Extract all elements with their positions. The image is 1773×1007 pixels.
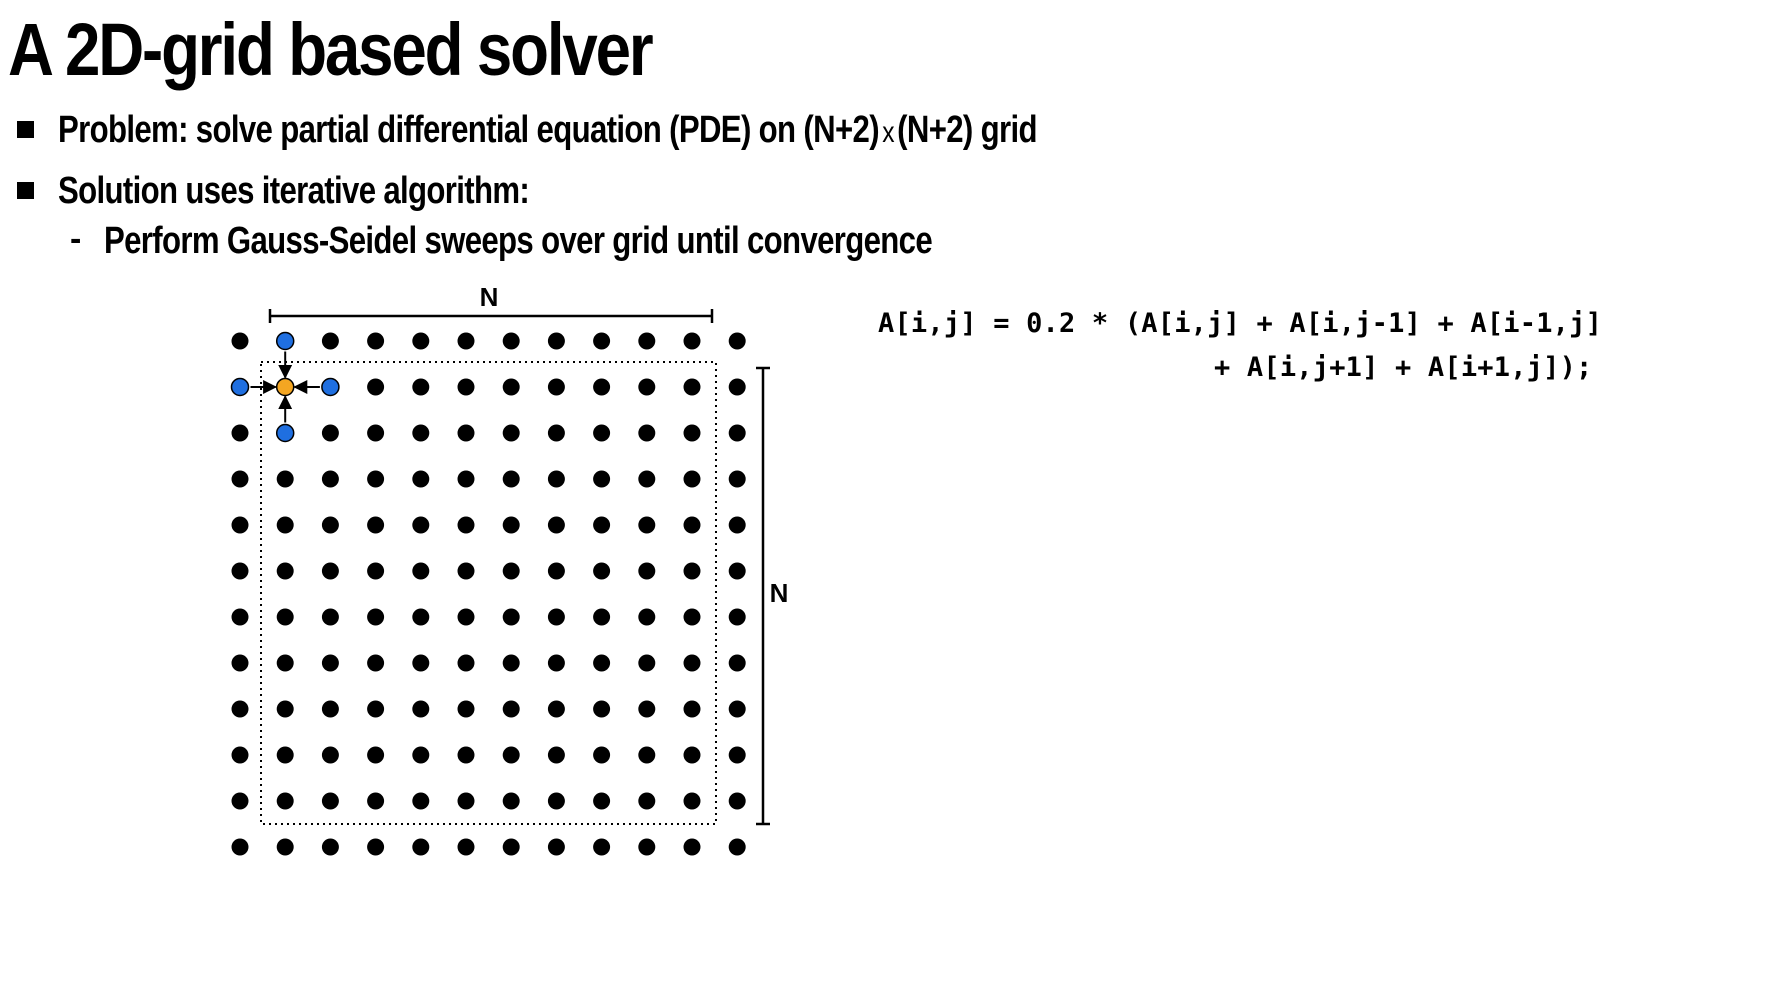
grid-point bbox=[729, 793, 746, 810]
grid-point bbox=[232, 839, 249, 856]
grid-point bbox=[232, 563, 249, 580]
grid-point bbox=[638, 425, 655, 442]
grid-point bbox=[277, 839, 294, 856]
grid-point bbox=[412, 563, 429, 580]
grid-point bbox=[503, 333, 520, 350]
grid-point bbox=[367, 747, 384, 764]
grid-point bbox=[729, 655, 746, 672]
grid-point bbox=[458, 333, 475, 350]
grid-point bbox=[503, 655, 520, 672]
grid-point bbox=[367, 517, 384, 534]
grid-point bbox=[277, 517, 294, 534]
grid-point bbox=[684, 517, 701, 534]
grid-point bbox=[412, 747, 429, 764]
grid-point bbox=[458, 379, 475, 396]
grid-point bbox=[277, 747, 294, 764]
grid-point bbox=[322, 793, 339, 810]
grid-point bbox=[684, 701, 701, 718]
grid-point bbox=[684, 839, 701, 856]
grid-point bbox=[638, 609, 655, 626]
grid-point bbox=[412, 333, 429, 350]
grid-point bbox=[367, 793, 384, 810]
grid-point bbox=[367, 655, 384, 672]
grid-point bbox=[277, 655, 294, 672]
grid-point bbox=[548, 655, 565, 672]
grid-point bbox=[593, 471, 610, 488]
grid-point bbox=[548, 517, 565, 534]
grid-point bbox=[232, 425, 249, 442]
grid-point bbox=[458, 701, 475, 718]
grid-point bbox=[503, 471, 520, 488]
grid-point bbox=[232, 333, 249, 350]
grid-point bbox=[638, 655, 655, 672]
grid-point-neighbor bbox=[277, 425, 294, 442]
grid-point bbox=[593, 425, 610, 442]
grid-point bbox=[322, 425, 339, 442]
grid-point bbox=[232, 655, 249, 672]
grid-point bbox=[322, 333, 339, 350]
grid-point bbox=[548, 747, 565, 764]
grid-point bbox=[458, 517, 475, 534]
grid-point bbox=[412, 793, 429, 810]
bullet-problem-suffix: (N+2) grid bbox=[897, 109, 1037, 151]
grid-point bbox=[593, 563, 610, 580]
grid-point bbox=[638, 839, 655, 856]
grid-point bbox=[367, 471, 384, 488]
grid-point bbox=[232, 517, 249, 534]
grid-point bbox=[729, 471, 746, 488]
grid-point bbox=[638, 517, 655, 534]
grid-point bbox=[684, 471, 701, 488]
grid-point bbox=[322, 517, 339, 534]
grid-point bbox=[638, 747, 655, 764]
grid-point bbox=[503, 793, 520, 810]
grid-point bbox=[277, 793, 294, 810]
grid-point bbox=[503, 563, 520, 580]
grid-point bbox=[548, 793, 565, 810]
grid-point bbox=[548, 379, 565, 396]
grid-point bbox=[367, 563, 384, 580]
grid-point bbox=[458, 839, 475, 856]
sub-bullet-gauss-seidel: Perform Gauss-Seidel sweeps over grid until convergence bbox=[104, 220, 933, 262]
grid-point bbox=[729, 563, 746, 580]
grid-point bbox=[593, 793, 610, 810]
grid-point bbox=[593, 517, 610, 534]
grid-point bbox=[729, 747, 746, 764]
grid-point bbox=[412, 517, 429, 534]
grid-point bbox=[232, 701, 249, 718]
grid-point bbox=[593, 333, 610, 350]
grid-point bbox=[593, 379, 610, 396]
grid-point bbox=[367, 839, 384, 856]
dimension-lines bbox=[270, 282, 788, 824]
grid-point bbox=[322, 839, 339, 856]
grid-point bbox=[729, 425, 746, 442]
grid-point bbox=[503, 517, 520, 534]
grid-point bbox=[503, 701, 520, 718]
grid-point bbox=[503, 839, 520, 856]
grid-point bbox=[684, 747, 701, 764]
grid-point bbox=[684, 425, 701, 442]
grid-point bbox=[684, 793, 701, 810]
grid-point-neighbor bbox=[232, 379, 249, 396]
grid-point bbox=[232, 471, 249, 488]
grid-point bbox=[593, 655, 610, 672]
grid-point bbox=[458, 655, 475, 672]
grid-point bbox=[638, 793, 655, 810]
label-right-n: N bbox=[769, 578, 789, 608]
grid-point bbox=[277, 609, 294, 626]
code-line-2: + A[i,j+1] + A[i+1,j]); bbox=[1214, 352, 1593, 383]
grid-point bbox=[684, 333, 701, 350]
grid-point bbox=[412, 701, 429, 718]
grid-point bbox=[322, 747, 339, 764]
grid-point bbox=[503, 609, 520, 626]
grid-point bbox=[593, 701, 610, 718]
grid-point bbox=[458, 793, 475, 810]
grid-point bbox=[412, 609, 429, 626]
grid-point bbox=[729, 839, 746, 856]
grid-point bbox=[367, 701, 384, 718]
sub-bullet-dash: - bbox=[70, 220, 82, 258]
grid-point bbox=[232, 609, 249, 626]
grid-point bbox=[458, 425, 475, 442]
grid-point bbox=[322, 701, 339, 718]
grid-point bbox=[548, 839, 565, 856]
grid-point bbox=[684, 655, 701, 672]
bullet-problem-prefix: Problem: solve partial differential equation (PDE) on (N+2) bbox=[58, 109, 879, 151]
grid-point bbox=[548, 609, 565, 626]
times-symbol: x bbox=[882, 116, 894, 149]
grid-point bbox=[277, 563, 294, 580]
grid-point bbox=[729, 701, 746, 718]
grid-point bbox=[548, 425, 565, 442]
grid-point bbox=[548, 563, 565, 580]
grid-point bbox=[729, 517, 746, 534]
grid-point bbox=[458, 563, 475, 580]
grid-point bbox=[503, 379, 520, 396]
grid-point bbox=[412, 379, 429, 396]
grid-point bbox=[638, 379, 655, 396]
grid-point bbox=[458, 471, 475, 488]
grid-point bbox=[638, 471, 655, 488]
grid-point bbox=[232, 747, 249, 764]
grid-point bbox=[548, 701, 565, 718]
grid-point bbox=[412, 655, 429, 672]
slide-title: A 2D-grid based solver bbox=[8, 8, 652, 91]
grid-point bbox=[412, 471, 429, 488]
grid-point bbox=[367, 609, 384, 626]
grid-point bbox=[503, 425, 520, 442]
grid-point-center bbox=[277, 379, 294, 396]
grid-point bbox=[367, 425, 384, 442]
grid-points bbox=[232, 333, 746, 856]
code-line-1: A[i,j] = 0.2 * (A[i,j] + A[i,j-1] + A[i-1,j] bbox=[878, 308, 1603, 339]
grid-point bbox=[367, 333, 384, 350]
grid-point bbox=[322, 471, 339, 488]
grid-point bbox=[367, 379, 384, 396]
grid-point bbox=[503, 747, 520, 764]
grid-point bbox=[593, 747, 610, 764]
bullet-solution: Solution uses iterative algorithm: bbox=[58, 170, 530, 212]
grid-point bbox=[412, 425, 429, 442]
grid-point bbox=[458, 609, 475, 626]
grid-point bbox=[322, 655, 339, 672]
grid-point bbox=[638, 701, 655, 718]
grid-point-neighbor bbox=[277, 333, 294, 350]
grid-point bbox=[322, 609, 339, 626]
grid-point bbox=[684, 609, 701, 626]
grid-point bbox=[593, 839, 610, 856]
grid-point bbox=[684, 563, 701, 580]
grid-point bbox=[322, 563, 339, 580]
grid-point bbox=[593, 609, 610, 626]
grid-point bbox=[729, 333, 746, 350]
grid-point bbox=[412, 839, 429, 856]
grid-point bbox=[458, 747, 475, 764]
grid-point bbox=[638, 333, 655, 350]
grid-point bbox=[548, 471, 565, 488]
grid-point bbox=[277, 471, 294, 488]
grid-point bbox=[684, 379, 701, 396]
label-top-n: N bbox=[479, 282, 499, 312]
grid-point bbox=[638, 563, 655, 580]
grid-point bbox=[729, 379, 746, 396]
grid-point bbox=[729, 609, 746, 626]
grid-point-neighbor bbox=[322, 379, 339, 396]
grid-point bbox=[548, 333, 565, 350]
grid-point bbox=[232, 793, 249, 810]
grid-point bbox=[277, 701, 294, 718]
